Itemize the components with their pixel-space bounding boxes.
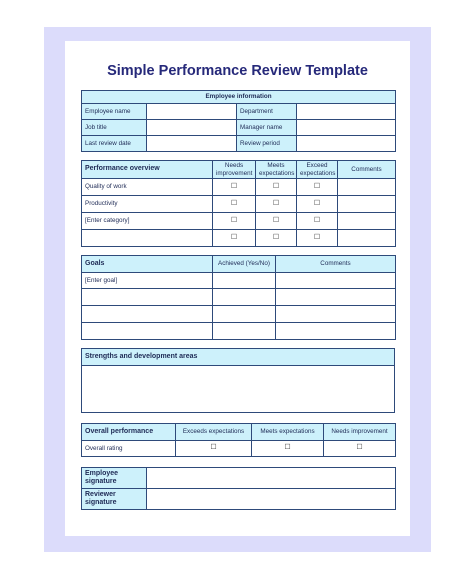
overall-rating-label: Overall rating — [82, 441, 176, 457]
checkbox[interactable]: ☐ — [297, 230, 338, 247]
overall-performance-header: Overall performance — [82, 424, 176, 441]
table-row — [82, 230, 396, 247]
table-row — [82, 441, 396, 457]
comment-cell[interactable] — [338, 213, 396, 230]
checkbox[interactable]: ☐ — [176, 441, 252, 457]
performance-header: Performance overview — [82, 161, 213, 179]
goal-cell[interactable] — [82, 323, 213, 340]
achieved-cell[interactable] — [213, 273, 276, 289]
achieved-cell[interactable] — [213, 306, 276, 323]
document-title: Simple Performance Review Template — [107, 63, 368, 79]
employee-name-field[interactable] — [147, 104, 237, 120]
comment-cell[interactable] — [338, 179, 396, 196]
goal-cell[interactable] — [82, 306, 213, 323]
performance-table — [81, 160, 396, 247]
goals-table — [81, 255, 396, 340]
column-achieved: Achieved (Yes/No) — [213, 256, 276, 273]
column-exceeds-expectations: Exceeds expectations — [176, 424, 252, 441]
strengths-text-area[interactable] — [82, 366, 395, 413]
column-goal-comments: Comments — [276, 256, 396, 273]
column-meets-expectations: Meets expectations — [256, 161, 297, 179]
employee-info-header: Employee information — [82, 91, 396, 104]
category-label: Quality of work — [82, 179, 213, 196]
manager-name-label: Manager name — [237, 120, 297, 136]
document-sheet — [65, 41, 410, 536]
checkbox[interactable]: ☐ — [297, 179, 338, 196]
table-row — [82, 179, 396, 196]
job-title-field[interactable] — [147, 120, 237, 136]
comment-cell[interactable] — [338, 230, 396, 247]
checkbox[interactable]: ☐ — [324, 441, 396, 457]
department-label: Department — [237, 104, 297, 120]
checkbox[interactable]: ☐ — [213, 179, 256, 196]
review-period-label: Review period — [237, 136, 297, 152]
reviewer-signature-label: Reviewer signature — [82, 489, 147, 510]
last-review-date-field[interactable] — [147, 136, 237, 152]
table-row — [82, 196, 396, 213]
overall-performance-table — [81, 423, 396, 457]
employee-name-label: Employee name — [82, 104, 147, 120]
strengths-header: Strengths and development areas — [82, 349, 395, 366]
category-label: [Enter category] — [82, 213, 213, 230]
signature-table — [81, 467, 396, 510]
checkbox[interactable]: ☐ — [297, 213, 338, 230]
table-row — [82, 213, 396, 230]
table-row — [82, 306, 396, 323]
table-row — [82, 289, 396, 306]
goal-comment-cell[interactable] — [276, 306, 396, 323]
employee-signature-field[interactable] — [147, 468, 396, 489]
department-field[interactable] — [297, 104, 396, 120]
reviewer-signature-field[interactable] — [147, 489, 396, 510]
checkbox[interactable]: ☐ — [297, 196, 338, 213]
checkbox[interactable]: ☐ — [213, 213, 256, 230]
review-period-field[interactable] — [297, 136, 396, 152]
column-comments: Comments — [338, 161, 396, 179]
job-title-label: Job title — [82, 120, 147, 136]
column-meets-expectations: Meets expectations — [252, 424, 324, 441]
column-exceed-expectations: Exceed expectations — [297, 161, 338, 179]
goal-comment-cell[interactable] — [276, 273, 396, 289]
checkbox[interactable]: ☐ — [256, 213, 297, 230]
category-label: Productivity — [82, 196, 213, 213]
checkbox[interactable]: ☐ — [256, 230, 297, 247]
manager-name-field[interactable] — [297, 120, 396, 136]
category-label[interactable] — [82, 230, 213, 247]
goal-cell[interactable]: [Enter goal] — [82, 273, 213, 289]
employee-signature-label: Employee signature — [82, 468, 147, 489]
strengths-table — [81, 348, 395, 413]
goals-header: Goals — [82, 256, 213, 273]
employee-info-table — [81, 90, 396, 152]
goal-comment-cell[interactable] — [276, 289, 396, 306]
column-needs-improvement: Needs improvement — [324, 424, 396, 441]
checkbox[interactable]: ☐ — [256, 196, 297, 213]
checkbox[interactable]: ☐ — [213, 196, 256, 213]
checkbox[interactable]: ☐ — [213, 230, 256, 247]
achieved-cell[interactable] — [213, 323, 276, 340]
table-row — [82, 323, 396, 340]
comment-cell[interactable] — [338, 196, 396, 213]
table-row — [82, 273, 396, 289]
goal-cell[interactable] — [82, 289, 213, 306]
checkbox[interactable]: ☐ — [252, 441, 324, 457]
achieved-cell[interactable] — [213, 289, 276, 306]
goal-comment-cell[interactable] — [276, 323, 396, 340]
last-review-date-label: Last review date — [82, 136, 147, 152]
column-needs-improvement: Needs improvement — [213, 161, 256, 179]
checkbox[interactable]: ☐ — [256, 179, 297, 196]
